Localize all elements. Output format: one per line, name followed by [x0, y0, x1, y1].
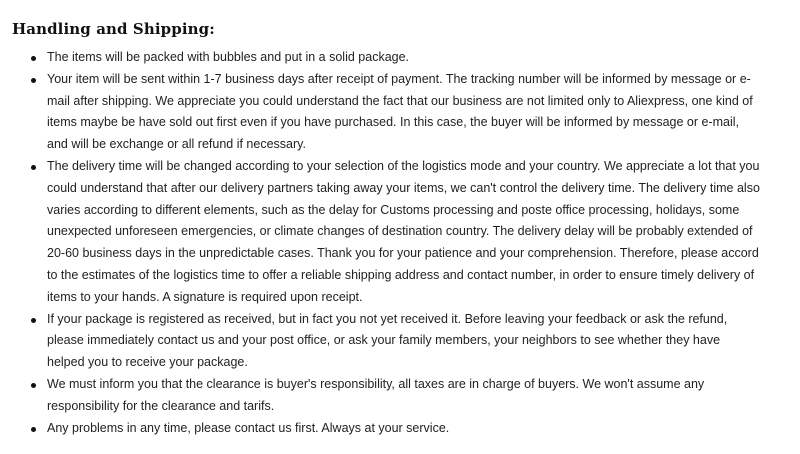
bullet-icon [31, 318, 36, 323]
section-heading: Handling and Shipping: [12, 20, 215, 38]
bullet-icon [31, 165, 36, 170]
bullet-icon [31, 78, 36, 83]
bullet-icon [31, 383, 36, 388]
list-item-text: The delivery time will be changed according to your selection of the logistics mode and your country. We appreciate a lot that you could understand that after our delivery partners taking away your items, we can't control the delivery time. The delivery time also varies according to different elements, such as the delay for Customs processing and poste office processing, holidays, some unexpected unforeseen emergencies, or climate changes of destination country. The delivery delay will be probably extended of 20-60 business days in the unpredictable cases. Thank you for your patience and your comprehension. Therefore, please accord to the estimates of the logistics time to offer a reliable shipping address and contact number, in order to ensure timely delivery of items to your hands. A signature is required upon receipt. [47, 158, 760, 304]
list-item-text: We must inform you that the clearance is buyer's responsibility, all taxes are in charge of buyers. We won't assume any responsibility for the clearance and tarifs. [47, 376, 705, 413]
shipping-policy-list [12, 47, 760, 439]
list-item-text: If your package is registered as received, but in fact you not yet received it. Before leaving your feedback or ask the refund, please immediately contact us and your post office, or ask your family members, your neighbors to see whether they have helped you to receive your package. [47, 311, 728, 370]
list-item [12, 156, 760, 309]
list-item [12, 418, 760, 440]
list-item [12, 69, 760, 156]
list-item [12, 309, 760, 374]
list-item-text: Any problems in any time, please contact us first. Always at your service. [47, 420, 450, 435]
list-item-text: The items will be packed with bubbles and put in a solid package. [47, 50, 410, 64]
bullet-icon [31, 56, 36, 61]
list-item-text: Your item will be sent within 1-7 business days after receipt of payment. The tracking number will be informed by message or e-mail after shipping. We appreciate you could understand the fact that our business are not limited only to Aliexpress, one kind of items maybe be have sold out first even if you have purchased. In this case, the buyer will be informed by message or e-mail, and will be exchange or all refund if necessary. [47, 71, 753, 152]
list-item [12, 47, 760, 69]
list-item [12, 374, 760, 418]
bullet-icon [31, 427, 36, 432]
